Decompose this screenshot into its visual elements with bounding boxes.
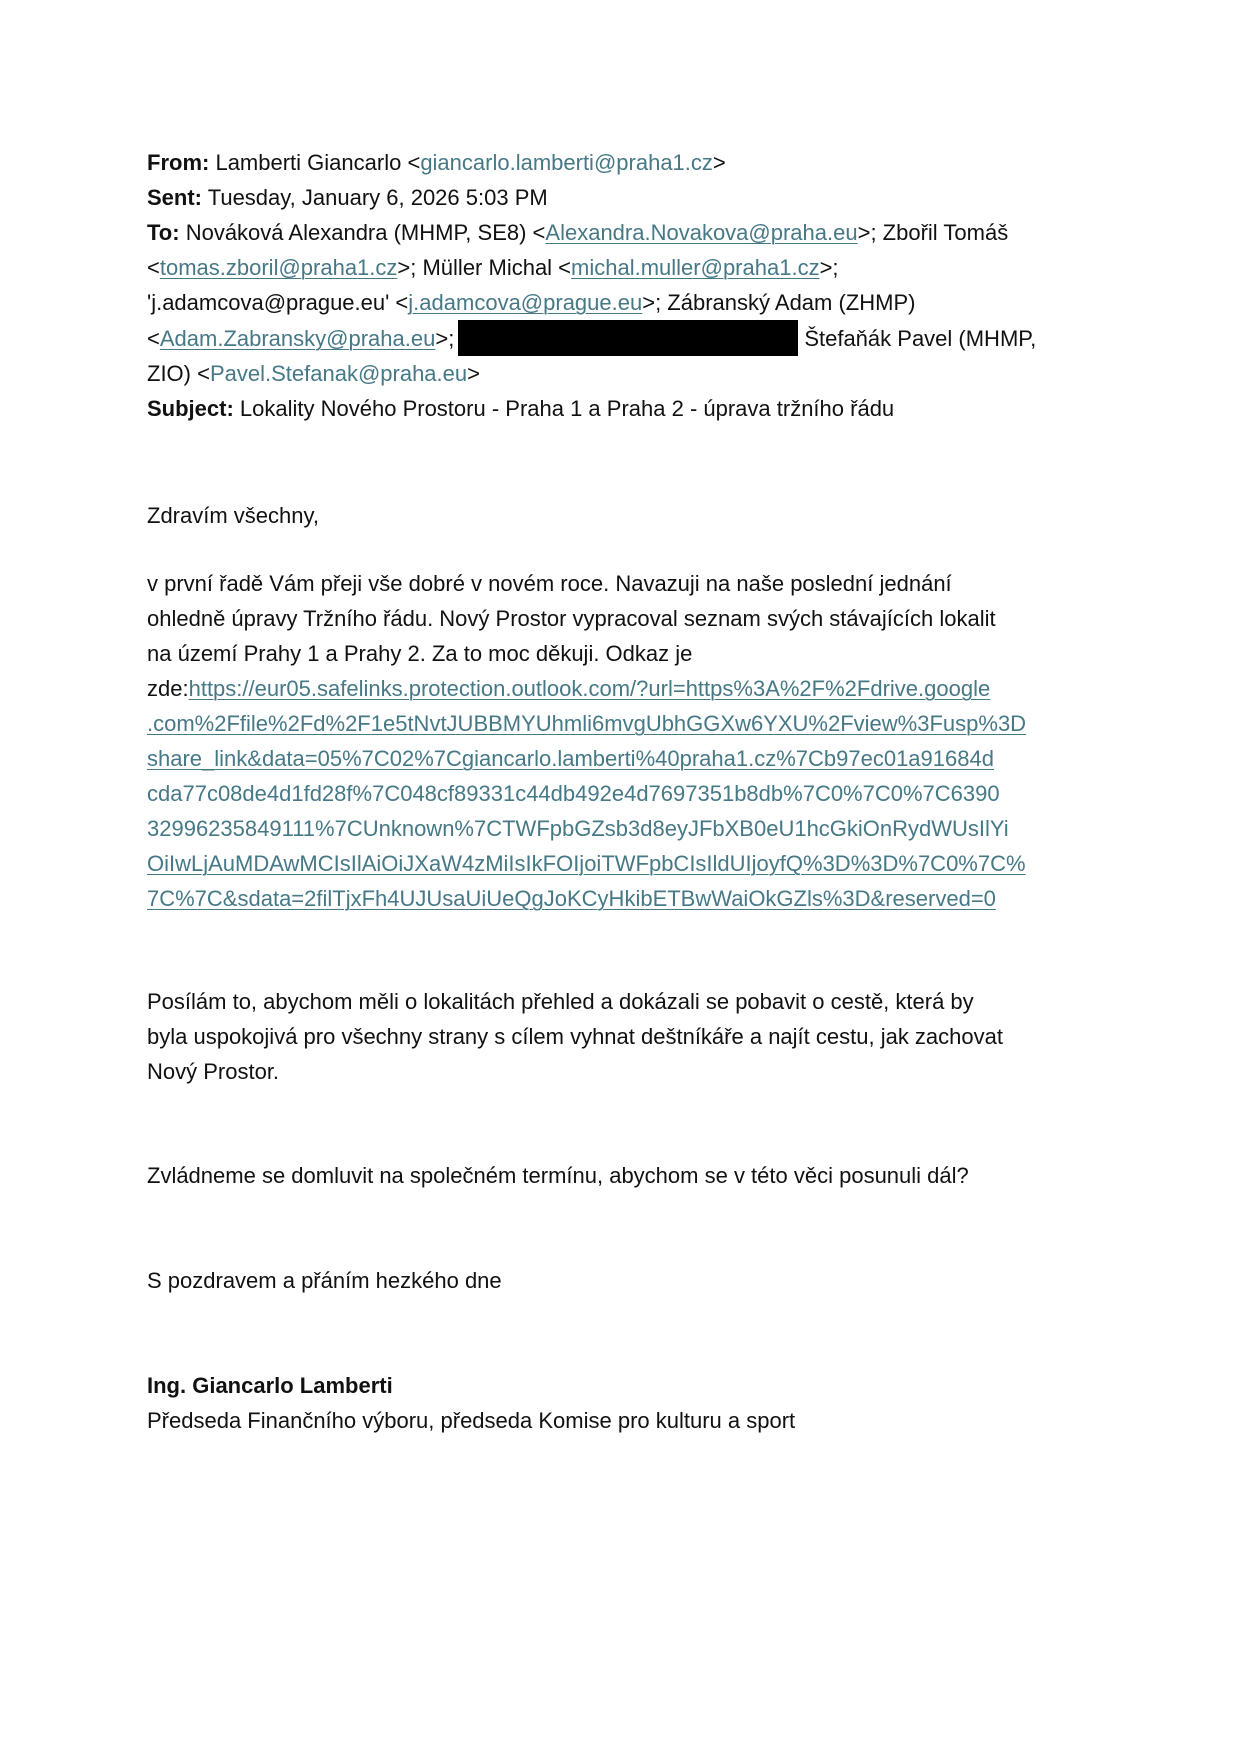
to-line-3 bbox=[147, 285, 1107, 320]
to-line-1 bbox=[147, 215, 1107, 250]
greeting: Zdravím všechny, bbox=[147, 503, 319, 528]
subject-line bbox=[147, 391, 1107, 426]
paragraph-3: Zvládneme se domluvit na společném termínu, abychom se v této věci posunuli dál? bbox=[147, 1163, 969, 1188]
to-line-4: <Adam.Zabransky@praha.eu>; Štefaňák Pavel (MHMP, bbox=[147, 320, 1107, 356]
to-block bbox=[147, 215, 1107, 391]
recipient-email-link[interactable]: j.adamcova@prague.eu bbox=[408, 290, 643, 315]
subject-label: Subject: bbox=[147, 396, 234, 421]
recipient-name: 'j.adamcova@prague.eu' < bbox=[147, 290, 409, 315]
recipient-email-link[interactable]: Adam.Zabransky@praha.eu bbox=[159, 326, 436, 351]
from-line: From: Lamberti Giancarlo <giancarlo.lamberti@praha1.cz> bbox=[147, 150, 726, 175]
recipient-name: Štefaňák Pavel (MHMP, bbox=[804, 326, 1037, 351]
signature bbox=[147, 1368, 1107, 1438]
text-line: Nový Prostor. bbox=[147, 1059, 280, 1084]
email-document bbox=[147, 145, 1107, 1438]
signature-title: Předseda Finančního výboru, předseda Komise pro kulturu a sport bbox=[147, 1408, 796, 1433]
link-prefix: zde: bbox=[147, 676, 189, 701]
recipient-name: ZIO) < bbox=[147, 361, 210, 386]
recipient-name: >; Zábranský Adam (ZHMP) bbox=[642, 290, 916, 315]
drive-link[interactable] bbox=[147, 671, 1107, 916]
recipient-email-link[interactable]: michal.muller@praha1.cz bbox=[571, 255, 820, 280]
to-line-5: ZIO) <Pavel.Stefanak@praha.eu> bbox=[147, 361, 480, 386]
recipient-name: >; Zbořil Tomáš bbox=[857, 220, 1009, 245]
sent-value: Tuesday, January 6, 2026 5:03 PM bbox=[207, 185, 548, 210]
from-label: From: bbox=[147, 150, 210, 175]
redaction-box bbox=[458, 320, 798, 356]
paragraph-2 bbox=[147, 984, 1107, 1089]
link-line[interactable]: 7C%7C&sdata=2filTjxFh4UJUsaUiUeQgJoKCyHkibETBwWaiOkGZls%3D&reserved=0 bbox=[147, 886, 996, 911]
closing: S pozdravem a přáním hezkého dne bbox=[147, 1268, 502, 1293]
link-line[interactable]: cda77c08de4d1fd28f%7C048cf89331c44db492e4d7697351b8db%7C0%7C0%7C6390 bbox=[147, 781, 1000, 806]
link-line[interactable]: share_link&data=05%7C02%7Cgiancarlo.lamberti%40praha1.cz%7Cb97ec01a91684d bbox=[147, 746, 994, 771]
from-name: Lamberti Giancarlo bbox=[215, 150, 402, 175]
link-line[interactable]: 32996235849111%7CUnknown%7CTWFpbGZsb3d8eyJFbXB0eU1hcGkiOnRydWUsIlYi bbox=[147, 816, 1009, 841]
recipient-email-link[interactable]: Alexandra.Novakova@praha.eu bbox=[545, 220, 858, 245]
sent-line bbox=[147, 180, 1107, 215]
text-line: Posílám to, abychom měli o lokalitách přehled a dokázali se pobavit o cestě, která by bbox=[147, 989, 974, 1014]
from-email-link[interactable]: giancarlo.lamberti@praha1.cz bbox=[420, 150, 713, 175]
sent-label: Sent: bbox=[147, 185, 202, 210]
to-line-2: <tomas.zboril@praha1.cz>; Müller Michal <michal.muller@praha1.cz>; bbox=[147, 255, 839, 280]
recipient-name: Nováková Alexandra (MHMP, SE8) < bbox=[185, 220, 546, 245]
recipient-email-link[interactable]: Pavel.Stefanak@praha.eu bbox=[209, 361, 468, 386]
paragraph-1 bbox=[147, 566, 1107, 916]
text-line: v první řadě Vám přeji vše dobré v novém roce. Navazuji na naše poslední jednání bbox=[147, 571, 952, 596]
text-line: byla uspokojivá pro všechny strany s cílem vyhnat deštníkáře a najít cestu, jak zachovat bbox=[147, 1024, 1003, 1049]
link-line[interactable]: OiIwLjAuMDAwMCIsIlAiOiJXaW4zMiIsIkFOIjoiTWFpbCIsIldUIjoyfQ%3D%3D%7C0%7C% bbox=[147, 851, 1026, 876]
subject-value: Lokality Nového Prostoru - Praha 1 a Praha 2 - úprava tržního řádu bbox=[239, 396, 895, 421]
email-body bbox=[147, 498, 1107, 1438]
text-line: ohledně úpravy Tržního řádu. Nový Prostor vypracoval seznam svých stávajících lokalit bbox=[147, 606, 996, 631]
link-line[interactable]: https://eur05.safelinks.protection.outlook.com/?url=https%3A%2F%2Fdrive.google bbox=[188, 676, 991, 701]
signature-name: Ing. Giancarlo Lamberti bbox=[147, 1373, 393, 1398]
link-line[interactable]: .com%2Ffile%2Fd%2F1e5tNvtJUBBMYUhmli6mvgUbhGGXw6YXU%2Fview%3Fusp%3D bbox=[147, 711, 1027, 736]
to-label: To: bbox=[147, 220, 180, 245]
recipient-name: >; Müller Michal < bbox=[397, 255, 572, 280]
text-line: na území Prahy 1 a Prahy 2. Za to moc děkuji. Odkaz je bbox=[147, 641, 693, 666]
email-header bbox=[147, 145, 1107, 426]
recipient-email-link[interactable]: tomas.zboril@praha1.cz bbox=[159, 255, 398, 280]
